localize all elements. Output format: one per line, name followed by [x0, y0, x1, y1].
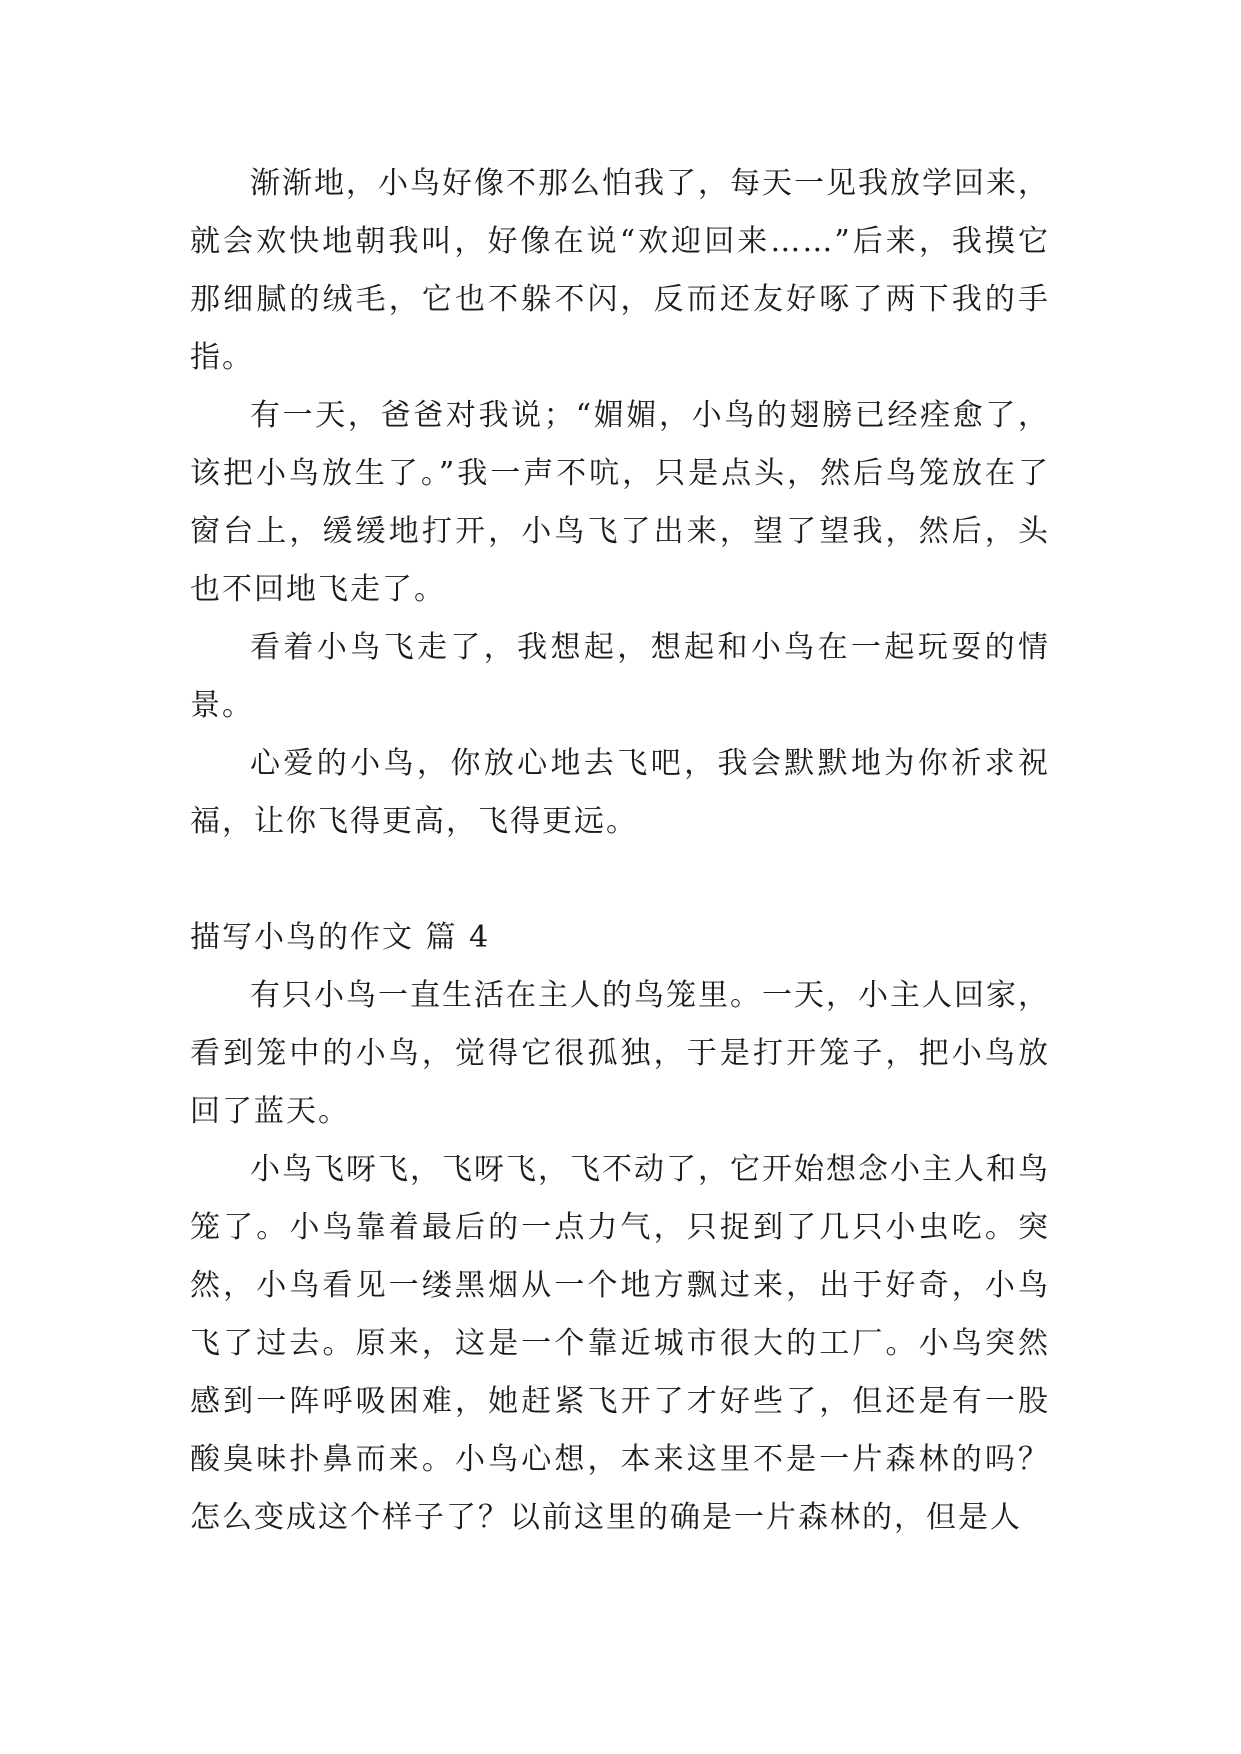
- document-body: [190, 155, 1050, 1547]
- paragraph: 看着小鸟飞走了，我想起，想起和小鸟在一起玩耍的情景。: [190, 630, 1050, 723]
- paragraph: 有只小鸟一直生活在主人的鸟笼里。一天，小主人回家，看到笼中的小鸟，觉得它很孤独，于是打开笼子，把小鸟放回了蓝天。: [190, 978, 1050, 1129]
- paragraph: 有一天，爸爸对我说；“媚媚，小鸟的翅膀已经痊愈了，该把小鸟放生了。”我一声不吭，只是点头，然后鸟笼放在了窗台上，缓缓地打开，小鸟飞了出来，望了望我，然后，头也不回地飞走了。: [190, 398, 1050, 607]
- paragraph: 小鸟飞呀飞，飞呀飞，飞不动了，它开始想念小主人和鸟笼了。小鸟靠着最后的一点力气，只捉到了几只小虫吃。突然，小鸟看见一缕黑烟从一个地方飘过来，出于好奇，小鸟飞了过去。原来，这是一个靠近城市很大的工厂。小鸟突然感到一阵呼吸困难，她赶紧飞开了才好些了，但还是有一股酸臭味扑鼻而来。小鸟心想，本来这里不是一片森林的吗？怎么变成这个样子了？以前这里的确是一片森林的，但是人: [190, 1152, 1050, 1535]
- paragraph: 心爱的小鸟，你放心地去飞吧，我会默默地为你祈求祝福，让你飞得更高，飞得更远。: [190, 746, 1050, 839]
- section-heading: 描写小鸟的作文 篇 4: [190, 920, 491, 955]
- paragraph: 渐渐地，小鸟好像不那么怕我了，每天一见我放学回来，就会欢快地朝我叫，好像在说“欢迎回来……”后来，我摸它那细腻的绒毛，它也不躲不闪，反而还友好啄了两下我的手指。: [190, 166, 1050, 375]
